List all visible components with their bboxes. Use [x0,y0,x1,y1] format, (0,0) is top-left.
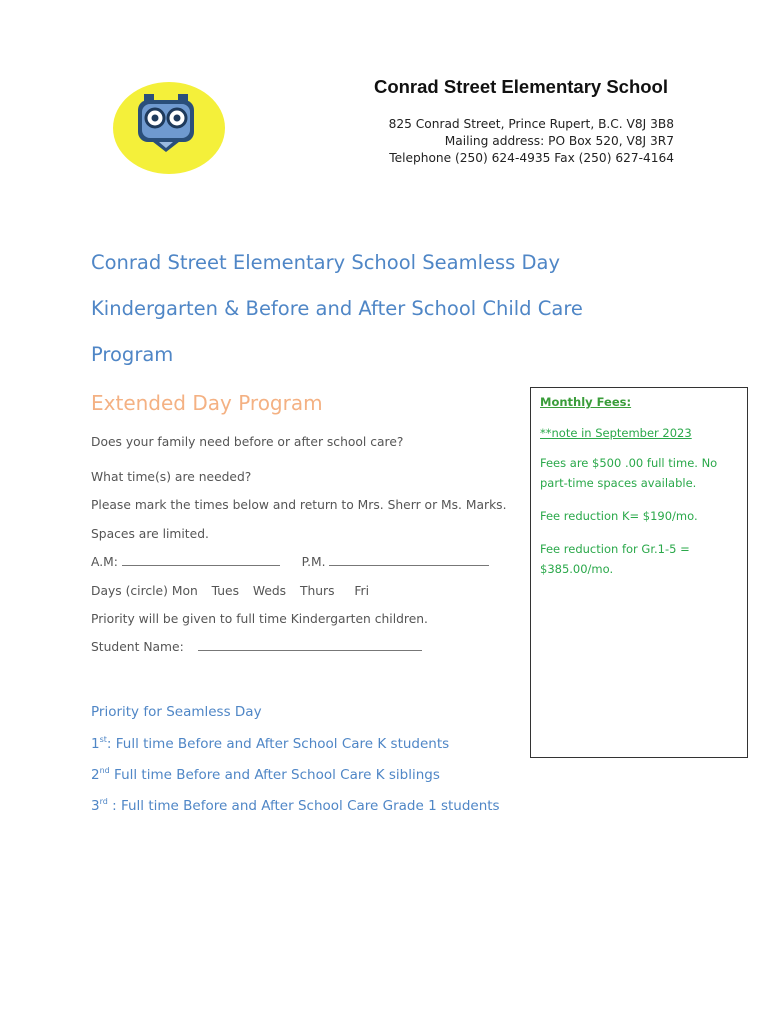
school-name: Conrad Street Elementary School [373,76,668,97]
grade-fee-reduction-line2: $385.00/mo. [540,562,614,576]
program-title-line3: Program [91,343,174,366]
full-time-fee-line2: part-time spaces available. [540,476,697,490]
days-row [91,584,369,598]
extended-day-heading: Extended Day Program [91,391,323,415]
mailing-address: Mailing address: PO Box 520, V8J 3R7 [444,134,674,148]
grade-fee-reduction-line1: Fee reduction for Gr.1-5 = [540,542,690,556]
program-title-line2: Kindergarten & Before and After School Child Care [91,297,583,320]
pm-label: P.M. [301,555,326,569]
am-label: A.M: [91,555,118,569]
monthly-fees-heading: Monthly Fees: [540,395,632,409]
spaces-limited: Spaces are limited. [91,527,209,541]
student-name-label: Student Name: [91,640,184,654]
day-mon[interactable]: Mon [171,584,198,598]
priority-note: Priority will be given to full time Kindergarten children. [91,612,428,626]
day-tues[interactable]: Tues [211,584,240,598]
day-weds[interactable]: Weds [252,584,287,598]
priority-item-2: 2nd Full time Before and After School Care K siblings [91,766,440,783]
priority-item-3: 3rd : Full time Before and After School Care Grade 1 students [91,797,500,814]
program-title-line1: Conrad Street Elementary School Seamless Day [91,251,561,274]
k-fee-reduction: Fee reduction K= $190/mo. [540,509,698,523]
times-needed: What time(s) are needed? [91,470,252,484]
monthly-fees-box [530,387,748,758]
days-label: Days (circle) [91,584,168,598]
day-thurs[interactable]: Thurs [299,584,335,598]
pm-field[interactable] [329,555,489,566]
priority-title: Priority for Seamless Day [91,704,262,720]
student-name-row [91,640,422,654]
student-name-field[interactable] [198,640,422,651]
fee-note: **note in September 2023 [540,426,692,440]
full-time-fee-line1: Fees are $500 .00 full time. No [540,456,718,470]
priority-item-1: 1st: Full time Before and After School Care K students [91,735,450,752]
am-pm-row [91,555,489,569]
care-question: Does your family need before or after school care? [91,435,404,449]
return-instructions: Please mark the times below and return to Mrs. Sherr or Ms. Marks. [91,498,507,512]
school-logo-icon [104,76,238,176]
street-address: 825 Conrad Street, Prince Rupert, B.C. V8J 3B8 [388,117,674,131]
telephone-fax: Telephone (250) 624-4935 Fax (250) 627-4164 [389,151,674,165]
am-field[interactable] [122,555,280,566]
day-fri[interactable]: Fri [354,584,369,598]
